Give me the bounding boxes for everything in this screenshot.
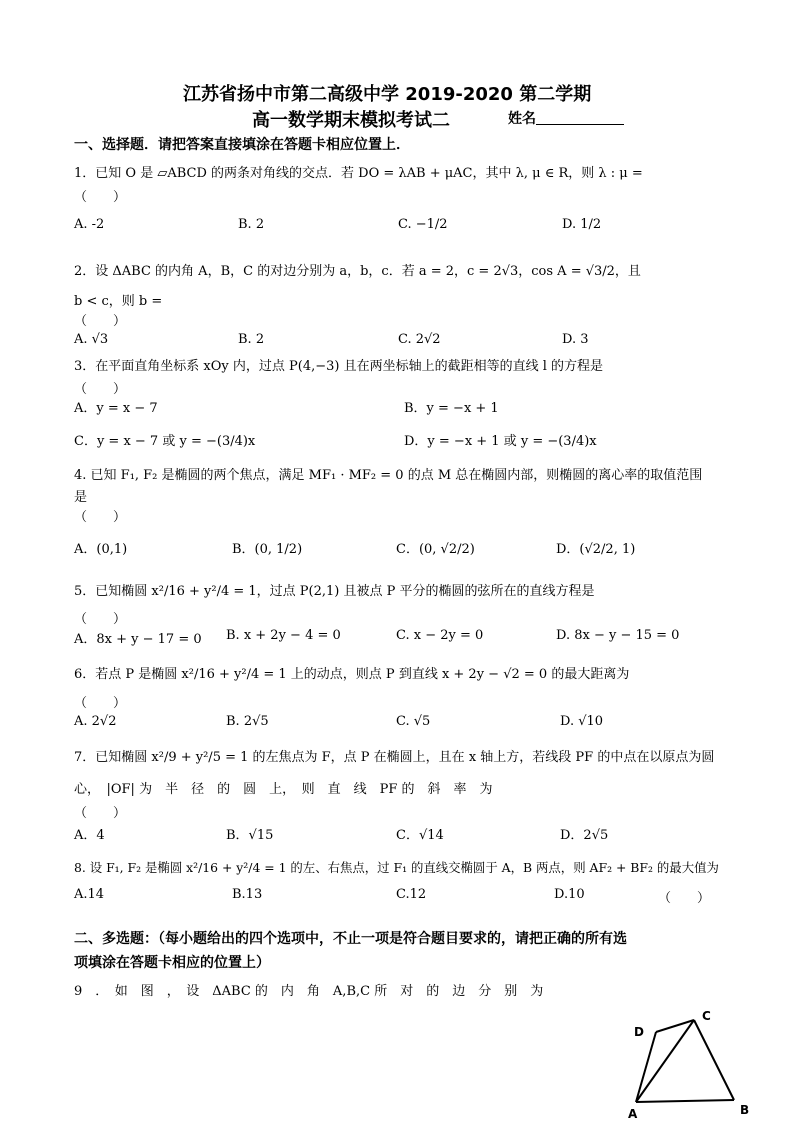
name-field[interactable] [508,108,624,128]
q2-option-a[interactable]: A. √3 [74,332,109,347]
q6-option-a[interactable]: A. 2√2 [74,714,117,729]
q2-option-b[interactable]: B. 2 [238,332,265,347]
q7-stem: 7．已知椭圆 x²/9 + y²/5 = 1 的左焦点为 F，点 P 在椭圆上，且在 x 轴上方，若线段 PF 的中点在以原点为圆 [74,750,715,765]
q4-paren: （ ） [74,510,127,525]
q8-option-c[interactable]: C.12 [396,887,427,902]
q8-option-a[interactable]: A.14 [74,887,105,902]
q5-paren: （ ） [74,612,127,627]
q7-option-d[interactable]: D．2√5 [560,828,609,843]
q4-stem2: 是 [74,490,88,505]
q2-stem2: b < c，则 b = [74,294,163,309]
q8-paren: （ ） [658,891,711,906]
q8-option-b[interactable]: B.13 [232,887,263,902]
q2-stem: 2．设 ΔABC 的内角 A，B，C 的对边分别为 a，b，c．若 a = 2，c = 2√3，cos A = √3/2，且 [74,264,641,279]
edge-bc [694,1020,734,1100]
q7-option-b[interactable]: B．√15 [226,828,274,843]
name-label: 姓名 [508,111,536,127]
label-d: D [634,1025,644,1039]
q6-option-b[interactable]: B. 2√5 [226,714,269,729]
edge-ad [636,1032,656,1102]
q4-option-d[interactable]: D．(√2/2, 1) [556,542,636,557]
q1-option-a[interactable]: A. -2 [74,217,105,232]
q5-option-c[interactable]: C. x − 2y = 0 [396,628,484,643]
q2-option-d[interactable]: D. 3 [562,332,589,347]
q5-option-d[interactable]: D. 8x − y − 15 = 0 [556,628,680,643]
q3-option-d[interactable]: D．y = −x + 1 或 y = −(3/4)x [404,434,597,449]
section2-heading-line1: 二、多选题：（每小题给出的四个选项中，不止一项是符合题目要求的，请把正确的所有选 [74,931,627,947]
q3-option-b[interactable]: B．y = −x + 1 [404,401,499,416]
label-b: B [740,1103,750,1117]
q3-stem: 3．在平面直角坐标系 xOy 内，过点 P(4,−3) 且在两坐标轴上的截距相等的直线 l 的方程是 [74,359,604,374]
q6-option-c[interactable]: C. √5 [396,714,431,729]
page-title-line1: 江苏省扬中市第二高级中学 2019-2020 第二学期 [183,84,592,105]
q8-option-d[interactable]: D.10 [554,887,585,902]
q3-option-c[interactable]: C．y = x − 7 或 y = −(3/4)x [74,434,256,449]
q4-option-c[interactable]: C．(0, √2/2) [396,542,475,557]
q5-option-a[interactable]: A．8x + y − 17 = 0 [74,632,202,647]
q2-paren: （ ） [74,314,127,329]
edge-dc [656,1020,694,1032]
q2-option-c[interactable]: C. 2√2 [398,332,441,347]
q7-stem2: 心， |OF| 为 半 径 的 圆 上， 则 直 线 PF 的 斜 率 为 [74,782,493,797]
q1-option-b[interactable]: B. 2 [238,217,265,232]
section2-heading-line2: 项填涂在答题卡相应的位置上） [74,955,270,971]
q9-stem: 9 ． 如 图 ， 设 ΔABC 的 内 角 A,B,C 所 对 的 边 分 别 为 [74,984,544,999]
q1-paren: （ ） [74,190,127,205]
edge-ab [636,1100,734,1102]
q8-stem: 8. 设 F₁, F₂ 是椭圆 x²/16 + y²/4 = 1 的左、右焦点，过 F₁ 的直线交椭圆于 A，B 两点，则 AF₂ + BF₂ 的最大值为 [74,860,719,875]
page-title-line2: 高一数学期末模拟考试二 [252,110,450,131]
q4-option-b[interactable]: B．(0, 1/2) [232,542,303,557]
q7-option-a[interactable]: A．4 [74,828,105,843]
q3-paren: （ ） [74,382,127,397]
section1-heading: 一、选择题．请把答案直接填涂在答题卡相应位置上． [74,137,410,153]
q5-option-b[interactable]: B. x + 2y − 4 = 0 [226,628,341,643]
triangle-figure [618,1002,794,1122]
edge-ac [636,1020,694,1102]
q6-paren: （ ） [74,696,127,711]
q3-option-a[interactable]: A．y = x − 7 [74,401,158,416]
q4-option-a[interactable]: A．(0,1) [74,542,128,557]
q7-paren: （ ） [74,806,127,821]
q1-option-c[interactable]: C. −1/2 [398,217,448,232]
q4-stem: 4. 已知 F₁, F₂ 是椭圆的两个焦点，满足 MF₁ · MF₂ = 0 的点 M 总在椭圆内部，则椭圆的离心率的取值范围 [74,468,703,483]
q1-option-d[interactable]: D. 1/2 [562,217,602,232]
q5-stem: 5．已知椭圆 x²/16 + y²/4 = 1，过点 P(2,1) 且被点 P 平分的椭圆的弦所在的直线方程是 [74,584,595,599]
label-a: A [628,1107,638,1121]
label-c: C [702,1009,711,1023]
q6-option-d[interactable]: D. √10 [560,714,604,729]
q6-stem: 6．若点 P 是椭圆 x²/16 + y²/4 = 1 上的动点，则点 P 到直线 x + 2y − √2 = 0 的最大距离为 [74,667,630,682]
q7-option-c[interactable]: C．√14 [396,828,444,843]
q1-stem: 1．已知 O 是 ▱ABCD 的两条对角线的交点．若 DO = λAB + μAC，其中 λ, μ ∈ R，则 λ : μ = [74,166,643,181]
name-blank[interactable] [536,110,624,125]
